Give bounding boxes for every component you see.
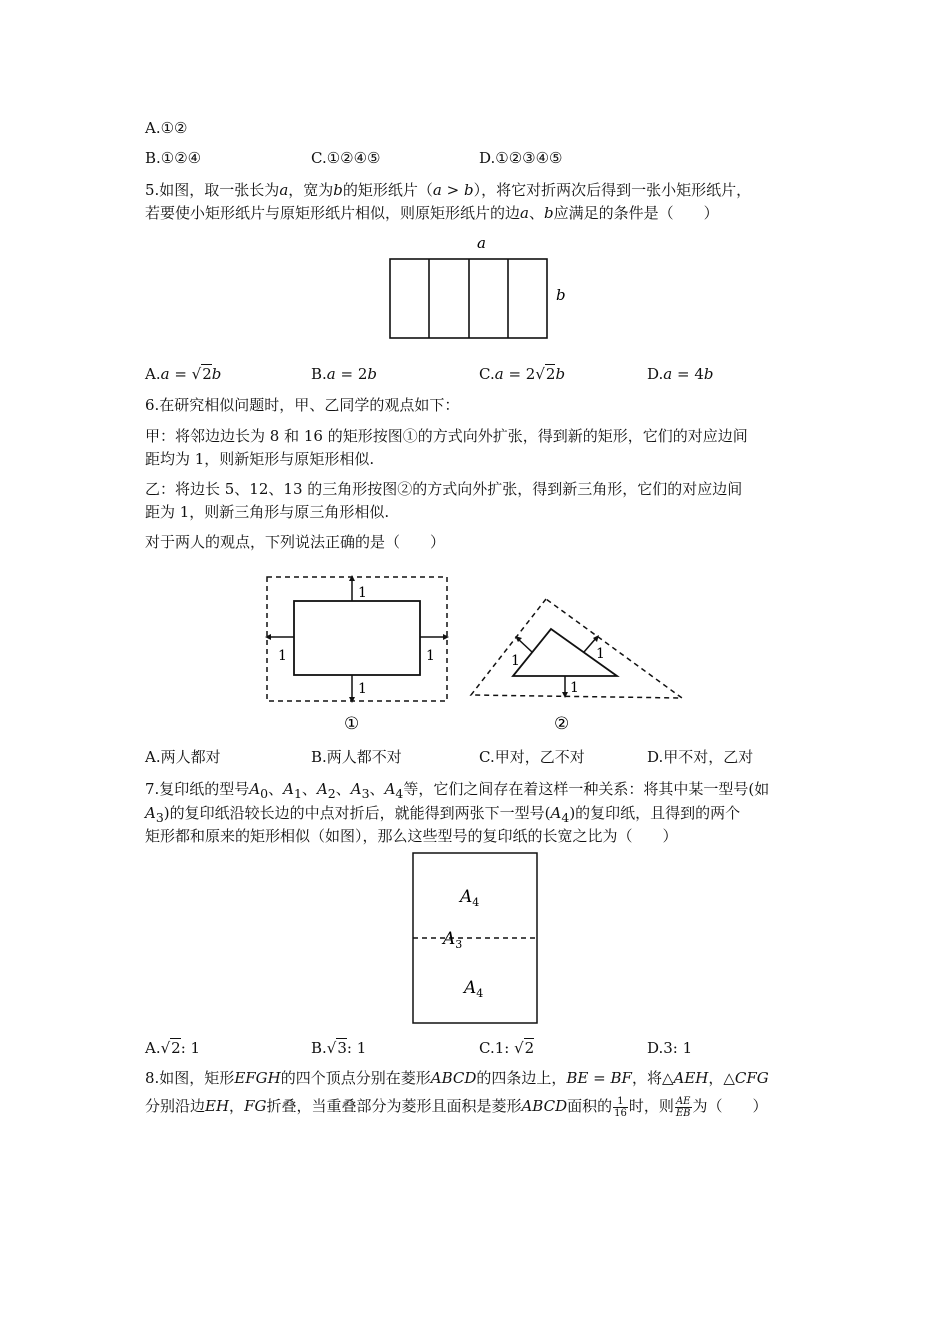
q5-option-d: D.a = 4b [647, 365, 714, 383]
q5-stem-line2: 若要使小矩形纸片与原矩形纸片相似，则原矩形纸片的边a、b应满足的条件是（ ） [145, 204, 719, 222]
q7-option-a: A.√2: 1 [145, 1039, 201, 1057]
q6-expansion-figure [0, 565, 950, 740]
q6-distance-label: 1 [358, 681, 367, 697]
q8-stem-line2: 分别沿边EH，FG折叠，当重叠部分为菱形且面积是菱形ABCD面积的 $\frac{1}{16}$ 时，则 $\frac{AE}{EB}$ 为（ ） [145, 1095, 768, 1119]
q6-distance-label: 1 [278, 648, 287, 664]
q6-distance-label: 1 [358, 585, 367, 601]
q6-figure-2-triangle [471, 599, 682, 698]
q4-option-c: C.①②④⑤ [311, 149, 381, 167]
q6-question: 对于两人的观点，下列说法正确的是（ ） [145, 533, 446, 551]
q7-option-c: C.1: √2 [479, 1039, 535, 1057]
q6-caption-1: ① [344, 714, 360, 734]
q6-jia-line2: 距均为 1，则新矩形与原矩形相似. [145, 450, 375, 468]
q6-option-c: C.甲对，乙不对 [479, 748, 585, 766]
q6-distance-label: 1 [426, 648, 435, 664]
q6-distance-label: 1 [511, 653, 520, 669]
q7-label-mid: $A_3$ [443, 929, 463, 951]
q5-stem-line1: 5.如图，取一张长为a，宽为b的矩形纸片（a > b），将它对折两次后得到一张小矩形纸片， [145, 181, 752, 199]
q5-folded-paper-figure [385, 232, 575, 342]
q8-stem-line1: 8.如图，矩形EFGH的四个顶点分别在菱形ABCD的四条边上，BE = BF，将△AEH，△CFG [145, 1069, 769, 1087]
q7-stem-line1: 7.复印纸的型号$A_0$、$A_1$、$A_2$、$A_3$、$A_4$等，它们之间存在着这样一种关系：将其中某一型号(如 [145, 780, 770, 801]
q6-yi-line1: 乙：将边长 5、12、13 的三角形按图②的方式向外扩张，得到新三角形，它们的对应边间 [145, 480, 743, 498]
q7-label-top: $A_4$ [460, 887, 480, 909]
q7-paper-size-figure [410, 850, 540, 1028]
q6-inner-rectangle [294, 601, 420, 675]
q4-option-a: A.①② [145, 119, 188, 137]
q8-fraction-one-sixteenth: $\frac{1}{16}$ [614, 1095, 627, 1119]
q7-label-bottom: $A_4$ [464, 978, 484, 1000]
q7-option-d: D.3: 1 [647, 1039, 693, 1057]
q5-option-c: C.a = 2√2b [479, 365, 566, 383]
q6-caption-2: ② [554, 714, 570, 734]
q5-option-a: A.a = √2b [145, 365, 222, 383]
q6-yi-line2: 距为 1，则新三角形与原三角形相似. [145, 503, 390, 521]
q5-label-a: a [477, 234, 486, 252]
q6-option-d: D.甲不对，乙对 [647, 748, 754, 766]
q7-option-b: B.√3: 1 [311, 1039, 367, 1057]
q4-option-b: B.①②④ [145, 149, 202, 167]
q5-option-b: B.a = 2b [311, 365, 378, 383]
q6-option-a: A.两人都对 [145, 748, 221, 766]
q5-label-b: b [556, 286, 566, 304]
q4-option-d: D.①②③④⑤ [479, 149, 563, 167]
q6-distance-label: 1 [570, 680, 579, 696]
q7-stem-line2: $A_3$)的复印纸沿较长边的中点对折后，就能得到两张下一型号$(A_4)$的复印纸，且得到的两个 [145, 804, 741, 825]
q6-figure-1-rectangle [265, 575, 449, 703]
q6-option-b: B.两人都不对 [311, 748, 402, 766]
q8-fraction-ae-eb: $\frac{AE}{EB}$ [675, 1095, 691, 1119]
q6-jia-line1: 甲：将邻边边长为 8 和 16 的矩形按图①的方式向外扩张，得到新的矩形，它们的对应边间 [145, 427, 748, 445]
q6-distance-label: 1 [596, 646, 605, 662]
q6-stem: 6.在研究相似问题时，甲、乙同学的观点如下： [145, 396, 460, 414]
q7-stem-line3: 矩形都和原来的矩形相似（如图），那么这些型号的复印纸的长宽之比为（ ） [145, 827, 678, 845]
